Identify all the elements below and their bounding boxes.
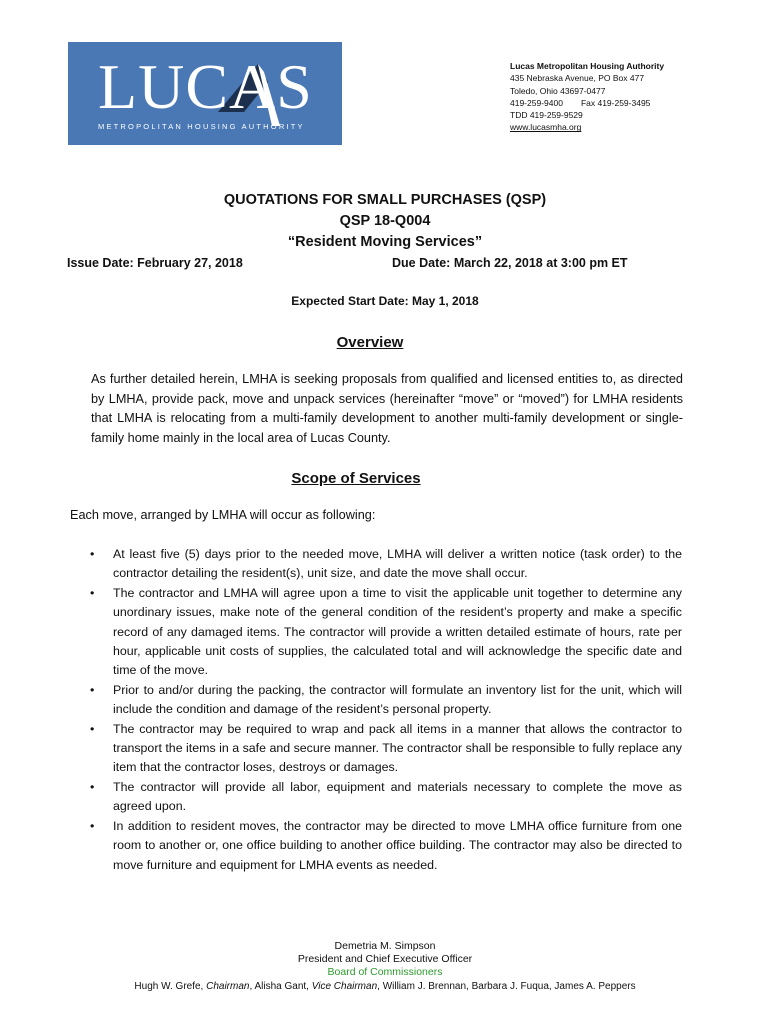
fax-number: Fax 419-259-3495 bbox=[580, 97, 651, 108]
overview-heading: Overview bbox=[336, 334, 404, 351]
bullet-icon: • bbox=[90, 585, 95, 600]
overview-paragraph: As further detailed herein, LMHA is seeking proposals from qualified and licensed entities to, as directed by LMHA, provide pack, move and unpack services (hereinafter “move” or “moved”) for LMHA residents that LMHA is relocating from a multi-family development to another multi-family development or single-family home mainly in the local area of Lucas County. bbox=[91, 372, 683, 445]
list-item: • The contractor will provide all labor, equipment and materials necessary to complete the move as agreed upon. bbox=[90, 779, 682, 814]
qsp-subject: “Resident Moving Services” bbox=[287, 234, 483, 250]
expected-start-date: Expected Start Date: May 1, 2018 bbox=[291, 294, 479, 308]
list-item: • In addition to resident moves, the contractor may be directed to move LMHA office furniture from one room to another or, one office building to another office building. The contractor may also be directed to move furniture and equipment for LMHA events as needed. bbox=[90, 818, 682, 872]
list-item: • At least five (5) days prior to the needed move, LMHA will deliver a written notice (task order) to the contractor detailing the resident(s), unit size, and date the move shall occur. bbox=[90, 547, 682, 581]
phone-number: 419-259-9400 bbox=[510, 97, 563, 108]
website-link[interactable]: www.lucasmha.org bbox=[510, 122, 582, 133]
address-line-1: 435 Nebraska Avenue, PO Box 477 bbox=[510, 73, 645, 84]
scope-list bbox=[88, 545, 682, 875]
list-item: • The contractor may be required to wrap and pack all items in a manner that allows the contractor to transport the items in a safe and secure manner. The contractor shall be responsible to fully replace any item that the contractor loses, destroys or damages. bbox=[90, 721, 682, 775]
scope-heading: Scope of Services bbox=[291, 470, 421, 487]
bullet-icon: • bbox=[90, 547, 95, 561]
bullet-icon: • bbox=[90, 682, 95, 697]
vice-chairman-role: Vice Chairman bbox=[311, 981, 378, 992]
bullet-icon: • bbox=[90, 721, 95, 736]
logo-subtitle: METROPOLITAN HOUSING AUTHORITY bbox=[98, 122, 305, 131]
issue-date: Issue Date: February 27, 2018 bbox=[67, 256, 243, 270]
document-title: QUOTATIONS FOR SMALL PURCHASES (QSP) bbox=[223, 192, 547, 208]
contact-block bbox=[510, 60, 664, 134]
bullet-icon: • bbox=[90, 818, 95, 833]
list-item: • Prior to and/or during the packing, the contractor will formulate an inventory list for the unit, which will include the condition and damage of the resident’s personal property. bbox=[90, 682, 682, 717]
board-members: Hugh W. Grefe, Chairman, Alisha Gant, Vice Chairman, William J. Brennan, Barbara J. Fuqua, James A. Peppers bbox=[134, 981, 636, 992]
tdd-number: TDD 419-259-9529 bbox=[510, 110, 583, 121]
signer-title: President and Chief Executive Officer bbox=[297, 953, 473, 965]
org-name: Lucas Metropolitan Housing Authority bbox=[510, 61, 665, 71]
board-label: Board of Commissioners bbox=[327, 966, 443, 978]
phone-line bbox=[510, 97, 664, 109]
signer-name: Demetria M. Simpson bbox=[334, 940, 436, 952]
chairman-role: Chairman bbox=[206, 981, 250, 992]
qsp-number: QSP 18-Q004 bbox=[339, 213, 431, 229]
address-line-2: Toledo, Ohio 43697-0477 bbox=[510, 85, 606, 96]
document-title-block bbox=[0, 190, 770, 253]
due-date: Due Date: March 22, 2018 at 3:00 pm ET bbox=[392, 256, 628, 270]
lucas-logo bbox=[68, 42, 342, 145]
bullet-icon: • bbox=[90, 779, 95, 794]
list-item: • The contractor and LMHA will agree upon a time to visit the applicable unit together to determine any unordinary issues, make note of the general condition of the resident’s property and make a specific record of any damaged items. The contractor will provide a written detailed estimate of hours, rate per hour, applicable unit costs of supplies, the calculated total and will acknowledge the specific date and time of the move. bbox=[90, 585, 682, 678]
logo-wordmark: LUCAS bbox=[98, 51, 313, 122]
scope-intro: Each move, arranged by LMHA will occur as following: bbox=[70, 508, 376, 522]
